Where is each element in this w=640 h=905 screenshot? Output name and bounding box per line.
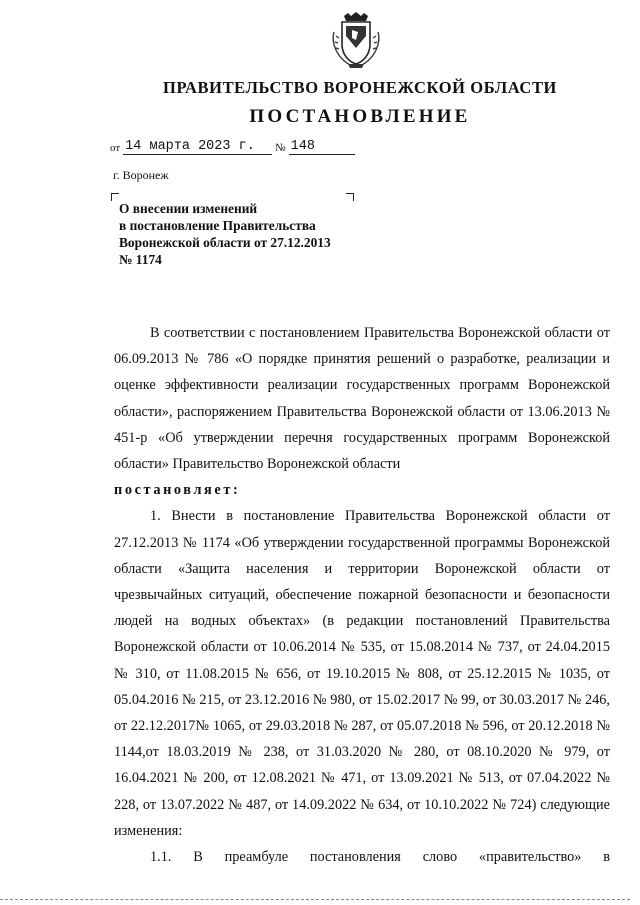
date-number-line <box>110 138 355 158</box>
subject-line: О внесении изменений <box>119 201 258 216</box>
subject-corner-right <box>346 193 354 201</box>
city-label: г. Воронеж <box>113 168 169 182</box>
decree-date: 14 марта 2023 г. <box>123 139 272 155</box>
page-bottom-rule <box>0 899 630 900</box>
subject-corner-left <box>111 193 119 201</box>
number-label: № <box>275 142 286 154</box>
subject-line: Воронежской области от 27.12.2013 <box>119 235 331 250</box>
item-1-1-paragraph: 1.1. В преамбуле постановления слово «правительство» в <box>150 849 610 866</box>
document-body <box>114 320 610 870</box>
voronezh-coat-of-arms-icon <box>330 12 382 72</box>
subject-line: № 1174 <box>119 252 162 267</box>
date-from-label: от <box>110 142 121 154</box>
subject-block <box>119 200 331 268</box>
decree-number: 148 <box>289 139 355 155</box>
item-1-paragraph: 1. Внести в постановление Правительства Воронежской области от 27.12.2013 № 1174 «Об утверждении государственной программы Воронежской области «Защита населения и территории Воронежской области от чрезвычайных ситуаций, обеспечение пожарной безопасности и безопасности людей на водных объектах» (в редакции постановлений Правительства Воронежской области от 10.06.2014 № 535, от 15.08.2014 № 737, от 24.04.2015 № 310, от 11.08.2015 № 656, от 19.10.2015 № 808, от 25.12.2015 № 1035, от 05.04.2016 № 215, от 23.12.2016 № 980, от 15.02.2017 № 99, от 30.03.2017 № 246, от 22.12.2017№ 1065, от 29.03.2018 № 287, от 05.07.2018 № 596, от 20.12.2018 № 1144,от 18.03.2019 № 238, от 31.03.2020 № 280, от 08.10.2020 № 979, от 16.04.2021 № 200, от 12.08.2021 № 471, от 13.09.2021 № 513, от 07.04.2022 № 228, от 13.07.2022 № 487, от 14.09.2022 № 634, от 10.10.2022 № 724) следующие изменения: <box>114 508 610 839</box>
subject-line: в постановление Правительства <box>119 218 316 233</box>
preamble-paragraph: В соответствии с постановлением Правительства Воронежской области от 06.09.2013 № 786 «О порядке принятия решений о разработке, реализации и оценке эффективности реализации государственных программ Воронежской области», распоряжением Правительства Воронежской области от 13.06.2013 № 451-р «Об утверждении перечня государственных программ Воронежской области» Правительство Воронежской области <box>114 325 610 473</box>
government-heading: ПРАВИТЕЛЬСТВО ВОРОНЕЖСКОЙ ОБЛАСТИ <box>163 78 557 97</box>
decree-word: постановляет: <box>114 482 241 499</box>
document-type-heading: ПОСТАНОВЛЕНИЕ <box>249 106 471 127</box>
